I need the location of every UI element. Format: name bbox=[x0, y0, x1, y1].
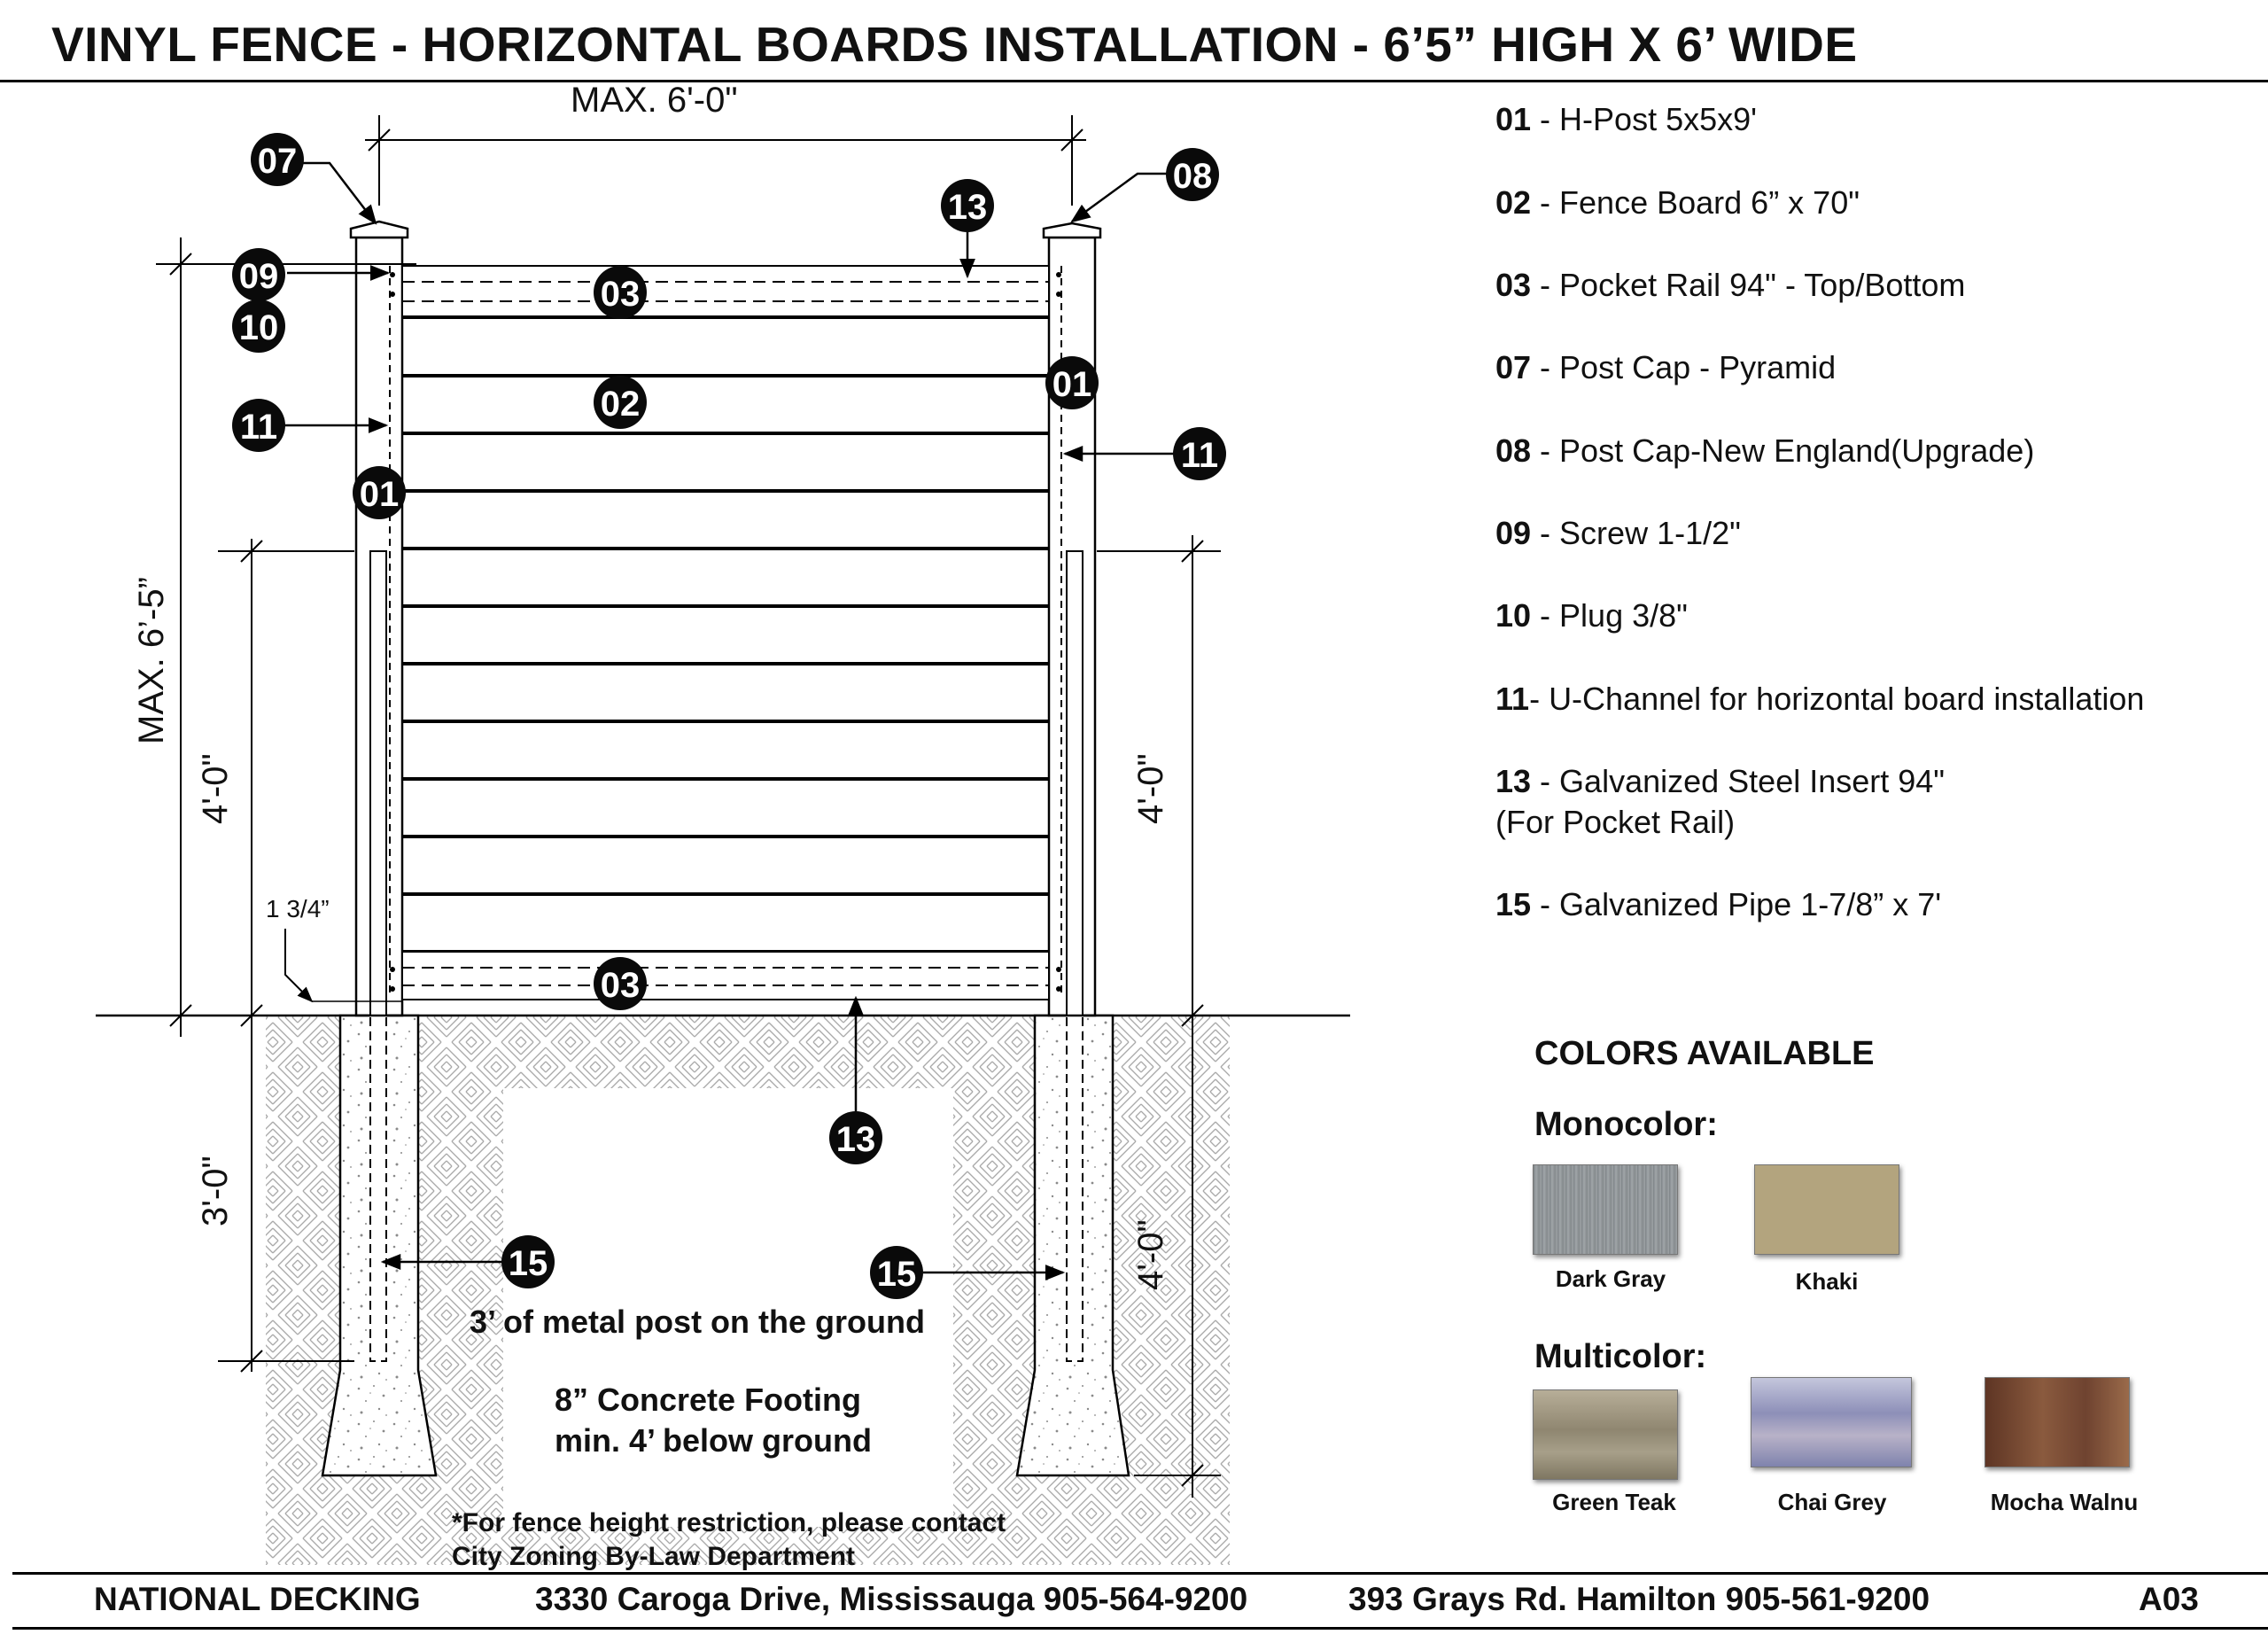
top-pocket-rail bbox=[402, 266, 1049, 317]
footer-company: NATIONAL DECKING bbox=[94, 1581, 421, 1617]
left-above-label: 4'-0" bbox=[196, 753, 235, 824]
left-below-label: 3'-0" bbox=[196, 1156, 235, 1226]
footer-top-rule bbox=[12, 1572, 2268, 1575]
post-cap-new-england bbox=[1044, 223, 1100, 237]
legend-item: 03 - Pocket Rail 94" - Top/Bottom bbox=[1495, 267, 1966, 303]
swatch-khaki[interactable] bbox=[1754, 1164, 1899, 1255]
height-label: MAX. 6’-5” bbox=[132, 577, 171, 744]
svg-text:01: 01 bbox=[359, 475, 400, 514]
gap-label: 1 3/4” bbox=[266, 895, 330, 922]
legend-item: 15 - Galvanized Pipe 1-7/8” x 7' bbox=[1495, 886, 1942, 922]
tag-03-top bbox=[594, 266, 647, 319]
width-label: MAX. 6'-0" bbox=[571, 81, 738, 120]
tag-03-bottom bbox=[594, 957, 647, 1010]
swatch-label: Mocha Walnu bbox=[1990, 1489, 2139, 1515]
svg-text:15: 15 bbox=[508, 1244, 548, 1283]
svg-text:03: 03 bbox=[600, 966, 641, 1005]
footer-address-mississauga: 3330 Caroga Drive, Mississauga 905-564-9200 bbox=[535, 1581, 1248, 1617]
svg-text:01: 01 bbox=[1052, 365, 1092, 404]
right-below-label: 4'-0" bbox=[1131, 1219, 1170, 1290]
tag-02 bbox=[594, 376, 647, 429]
metal-post-note: 3’ of metal post on the ground bbox=[470, 1304, 926, 1340]
tag-09 bbox=[232, 248, 285, 301]
tag-15-right bbox=[870, 1246, 923, 1299]
legend-item: 07 - Post Cap - Pyramid bbox=[1495, 349, 1837, 385]
tag-01-left bbox=[353, 466, 406, 519]
swatch-dark-gray[interactable] bbox=[1533, 1164, 1678, 1255]
tag-13-top bbox=[941, 179, 994, 232]
svg-text:02: 02 bbox=[600, 385, 641, 424]
tag-15-left bbox=[501, 1235, 555, 1288]
legend-item: 08 - Post Cap-New England(Upgrade) bbox=[1495, 432, 2035, 469]
post-cap-pyramid bbox=[351, 222, 408, 237]
legend-item: 09 - Screw 1-1/2" bbox=[1495, 515, 1741, 551]
swatch-green-teak[interactable] bbox=[1533, 1389, 1678, 1480]
tag-11-right bbox=[1173, 427, 1226, 480]
svg-text:10: 10 bbox=[238, 308, 279, 347]
tag-07 bbox=[251, 133, 304, 186]
footer-bottom-rule bbox=[12, 1627, 2268, 1630]
drawing-title: VINYL FENCE - HORIZONTAL BOARDS INSTALLATION - 6’5” HIGH X 6’ WIDE bbox=[51, 17, 1858, 72]
footing-note-line2: min. 4’ below ground bbox=[555, 1422, 873, 1459]
colors-title: COLORS AVAILABLE bbox=[1534, 1035, 1875, 1072]
swatch-chai-grey[interactable] bbox=[1751, 1377, 1912, 1467]
swatch-mocha-walnut[interactable] bbox=[1984, 1377, 2130, 1467]
legend-item-line2: (For Pocket Rail) bbox=[1495, 804, 1736, 840]
legend-item: 01 - H-Post 5x5x9' bbox=[1495, 101, 1758, 137]
svg-text:11: 11 bbox=[239, 408, 278, 447]
tag-10 bbox=[232, 300, 285, 353]
tag-13-bottom bbox=[829, 1111, 882, 1164]
svg-text:15: 15 bbox=[876, 1255, 917, 1294]
svg-text:09: 09 bbox=[238, 257, 279, 296]
tag-01-right bbox=[1045, 356, 1099, 409]
sheet-number: A03 bbox=[2139, 1581, 2199, 1617]
svg-text:11: 11 bbox=[1180, 436, 1219, 475]
tag-08 bbox=[1166, 148, 1219, 201]
fence-boards bbox=[402, 317, 1049, 952]
legend-item: 10 - Plug 3/8" bbox=[1495, 597, 1688, 634]
screws bbox=[390, 272, 1061, 992]
restriction-note-line2: City Zoning By-Law Department bbox=[452, 1542, 856, 1571]
svg-text:13: 13 bbox=[947, 188, 988, 227]
swatch-label: Dark Gray bbox=[1555, 1265, 1666, 1292]
svg-text:03: 03 bbox=[600, 275, 641, 314]
swatch-label: Chai Grey bbox=[1777, 1489, 1887, 1515]
left-pipe bbox=[370, 551, 386, 1361]
legend-item: 13 - Galvanized Steel Insert 94" bbox=[1495, 763, 1946, 799]
svg-text:08: 08 bbox=[1172, 157, 1213, 196]
tag-11-left bbox=[232, 399, 285, 452]
monocolor-label: Monocolor: bbox=[1534, 1106, 1718, 1143]
bottom-pocket-rail bbox=[402, 952, 1049, 1000]
svg-text:13: 13 bbox=[835, 1120, 876, 1159]
right-pipe bbox=[1067, 551, 1083, 1361]
legend-item: 02 - Fence Board 6” x 70" bbox=[1495, 184, 1860, 221]
swatch-label: Khaki bbox=[1795, 1268, 1859, 1295]
legend-item: 11- U-Channel for horizontal board installation bbox=[1495, 681, 2145, 717]
multicolor-label: Multicolor: bbox=[1534, 1338, 1707, 1375]
swatch-label: Green Teak bbox=[1552, 1489, 1676, 1515]
svg-text:07: 07 bbox=[257, 142, 298, 181]
right-above-label: 4'-0" bbox=[1131, 753, 1170, 824]
restriction-note-line1: *For fence height restriction, please contact bbox=[452, 1508, 1006, 1537]
footer-address-hamilton: 393 Grays Rd. Hamilton 905-561-9200 bbox=[1348, 1581, 1930, 1617]
footing-note-line1: 8” Concrete Footing bbox=[555, 1381, 862, 1418]
